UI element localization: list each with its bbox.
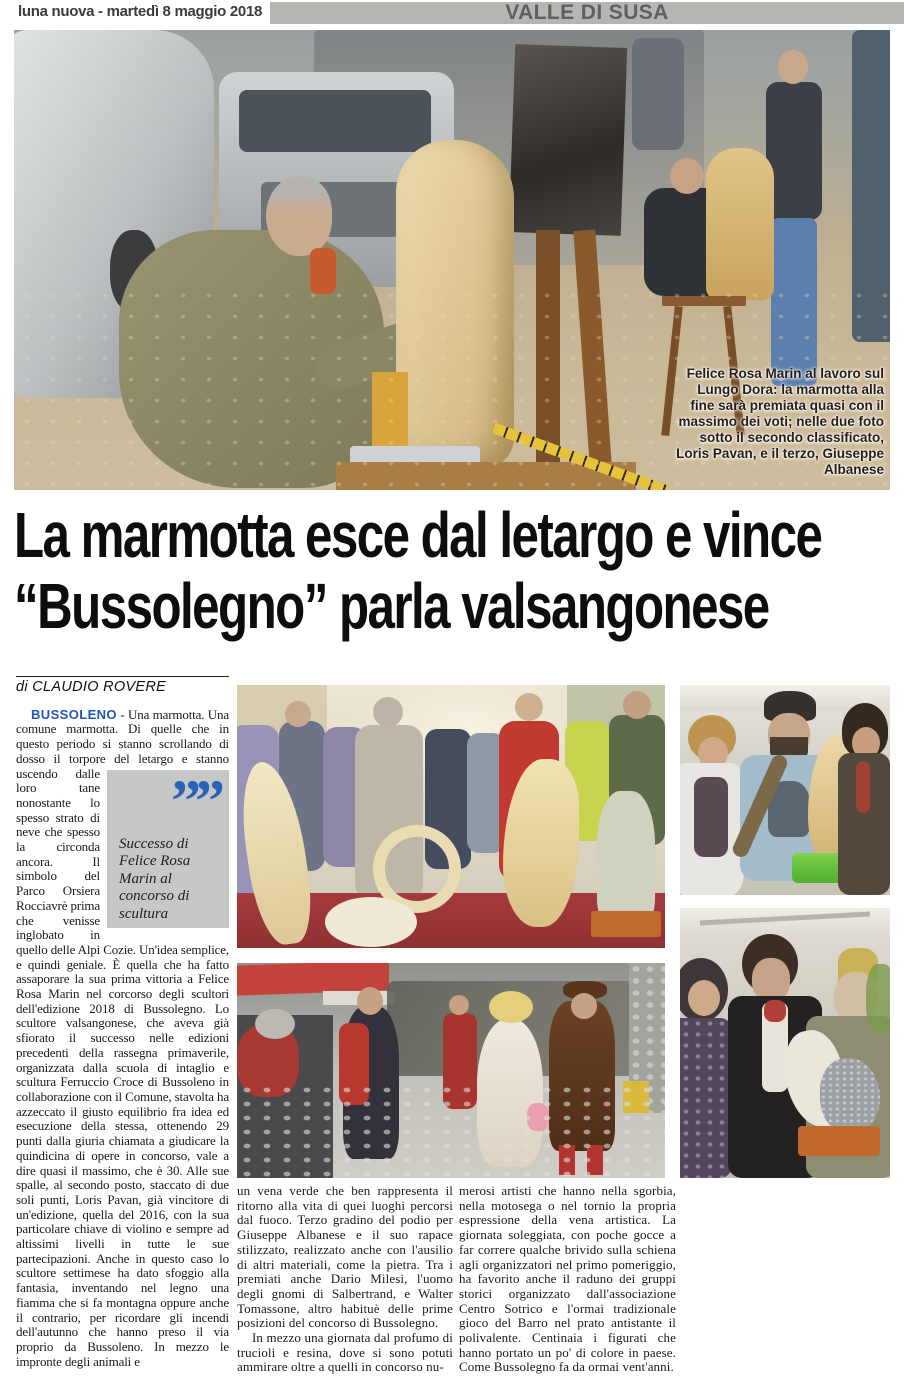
hero-woman-top — [766, 82, 822, 220]
photo-crowd-sculptures — [237, 685, 665, 948]
r2-woman-dress — [680, 1018, 732, 1178]
masthead-dateline: luna nuova - martedì 8 maggio 2018 — [18, 3, 263, 20]
article-column-3 — [459, 1184, 676, 1390]
hero-suv-windshield — [239, 90, 431, 152]
crowd-head-3 — [515, 693, 543, 721]
sculpture-textured — [597, 791, 655, 923]
parade-man-face — [571, 993, 597, 1019]
pullquote-box — [107, 767, 229, 928]
hero-second-sculptor-head — [670, 158, 704, 194]
r1-woman-top — [694, 777, 728, 857]
article-col1-part1: - Una marmotta. Una comune marmotta. Di quelle che in questo periodo si stanno scrollando di dosso il torpore del letargo e stanno — [16, 706, 229, 766]
headline-line-2: “Bussolegno” parla valsangonese — [14, 570, 769, 642]
hero-easel-board — [509, 44, 627, 236]
article-body-col3: merosi artisti che hanno nella sgorbia, nella motosega o nel tornio la propria espressione della vena artistica. La giornata soleggiata, con poche gocce a far correre qualche brivido sulla schiena agli organizzatori nel primo pomeriggio, ha favorito anche il raduno dei gruppi storici organizzato dall'associazione Centro Sotrico e l'ormai tradizionale gioco del Barro nel prato antistante il polivalente. Centinaia i figurati che hanno portato un po' di colore in paese. Come Bussolegno fa da ormai vent'anni. — [459, 1184, 676, 1375]
article-body-col2-p1: un vena verde che ben rappresenta il ritorno alla vita di quei luoghi percorsi dal fuoco. Terzo gradino del podio per Giuseppe Albanese e il suo rapace stilizzato, realizzato anche con l'ausilio di altri materiali, come la pietra. Tra i premiati anche Dario Milesi, l'uomo degli gnomi di Salbertrand, e Walter Tomassone, altro habituè delle prime posizioni del concorso di Bussolegno. — [237, 1184, 453, 1331]
crowd-head-4 — [623, 691, 651, 719]
hero-woman-head — [778, 50, 808, 84]
headline — [14, 500, 904, 642]
parade-stall-vendor — [255, 1009, 295, 1039]
hero-second-sculpture — [706, 148, 774, 300]
pullquote-text: Successo di Felice Rosa Marin al concorso di scultura — [119, 835, 191, 922]
article-col1-part2: uscendo dalle loro tane nonostante lo spesso strato di neve che spesso la circonda ancora. Il simbolo del Parco Orsiera Rocciavrè prima che venisse inglobato in quello delle Alpi Cozie. Un'idea semplice, e quindi geniale. È quella che ha fatto assaporare la sua prima vittoria a Felice Rosa Marin nel corcorso degli scultori dell'edizione 2018 di Bussolegno. Lo scultore valsangonese, che aveva già sfiorato il successo nelle edizioni precedenti della rassegna primaverile, organizzata dalla scuola di intaglio e scultura Ferruccio Croce di Bussoleno in collaborazione con il Comune, stavolta ha azzeccato il giusto equilibrio fra idea ed esecuzione della stessa, ottenendo 29 punti dalla giuria chiamata a giudicare la quindicina di opere in concorso, vale a dire quasi il massimo, che è 30. Alle sue spalle, al secondo posto, staccato di due soli punti, Loris Pavan, già vincitore di un'edizione, quella del 2016, con la sua particolare chiave di violino e sempre ad altissimi livelli in tutte le sue partecipazioni. Anche in questo caso lo scultore settimese ha dato sfoggio alla fantasia, inventando nel legno una fiamma che si fa montagna oppure anche il contrario, per ricordare gli incendi dell'autunno che hanno preso il via proprio da Bussoleno. In mezzo le impronte degli animali e — [16, 765, 229, 1369]
photo-third-place-giuseppe-albanese — [680, 908, 890, 1178]
photo-historic-parade — [237, 963, 665, 1178]
r1-right-man-scarf — [856, 761, 870, 813]
parade-woman-head — [357, 987, 383, 1015]
hero-sculptor-head — [266, 176, 332, 256]
sculpture-white-blob — [325, 897, 417, 947]
article-column-2 — [237, 1184, 453, 1390]
photo-hero-sculptor — [14, 30, 890, 490]
article-body-col2-p2: In mezzo una giornata dal profumo di trucioli e resina, dove si sono potuti ammirare oltre a quelli in concorso nu- — [237, 1330, 453, 1375]
headline-line-1: La marmotta esce dal letargo e vince — [14, 499, 822, 571]
parade-red-figure-head — [449, 995, 469, 1015]
hero-caption: Felice Rosa Marin al lavoro sul Lungo Dora: la marmotta alla fine sarà premiata quasi con il massimo dei voti; nelle due foto sotto il secondo classificato, Loris Pavan, e il terzo, Giuseppe Albanese — [676, 366, 884, 477]
photo-second-place-loris-pavan — [680, 685, 890, 895]
section-bar — [270, 2, 904, 24]
r2-center-man-collar — [764, 1000, 786, 1022]
parade-cobbles — [237, 1083, 665, 1178]
r2-sculpture-orange-base — [798, 1126, 880, 1156]
article-body-col1 — [16, 708, 229, 1370]
section-title: VALLE DI SUSA — [505, 1, 669, 24]
parade-floral-crown — [489, 991, 533, 1023]
r2-sculpture-gray-texture — [820, 1058, 880, 1134]
article-column-1 — [16, 676, 229, 1390]
hero-bystander-left — [632, 38, 684, 150]
crowd-head-2 — [373, 697, 403, 727]
lead-word: BUSSOLENO — [31, 706, 117, 722]
sculpture-orange-base — [591, 911, 661, 937]
byline: di CLAUDIO ROVERE — [16, 676, 229, 695]
r2-woman-face — [688, 980, 720, 1016]
r2-plants — [866, 964, 890, 1034]
crowd-head-1 — [285, 701, 311, 727]
quote-marks-icon: ”” — [171, 767, 219, 834]
